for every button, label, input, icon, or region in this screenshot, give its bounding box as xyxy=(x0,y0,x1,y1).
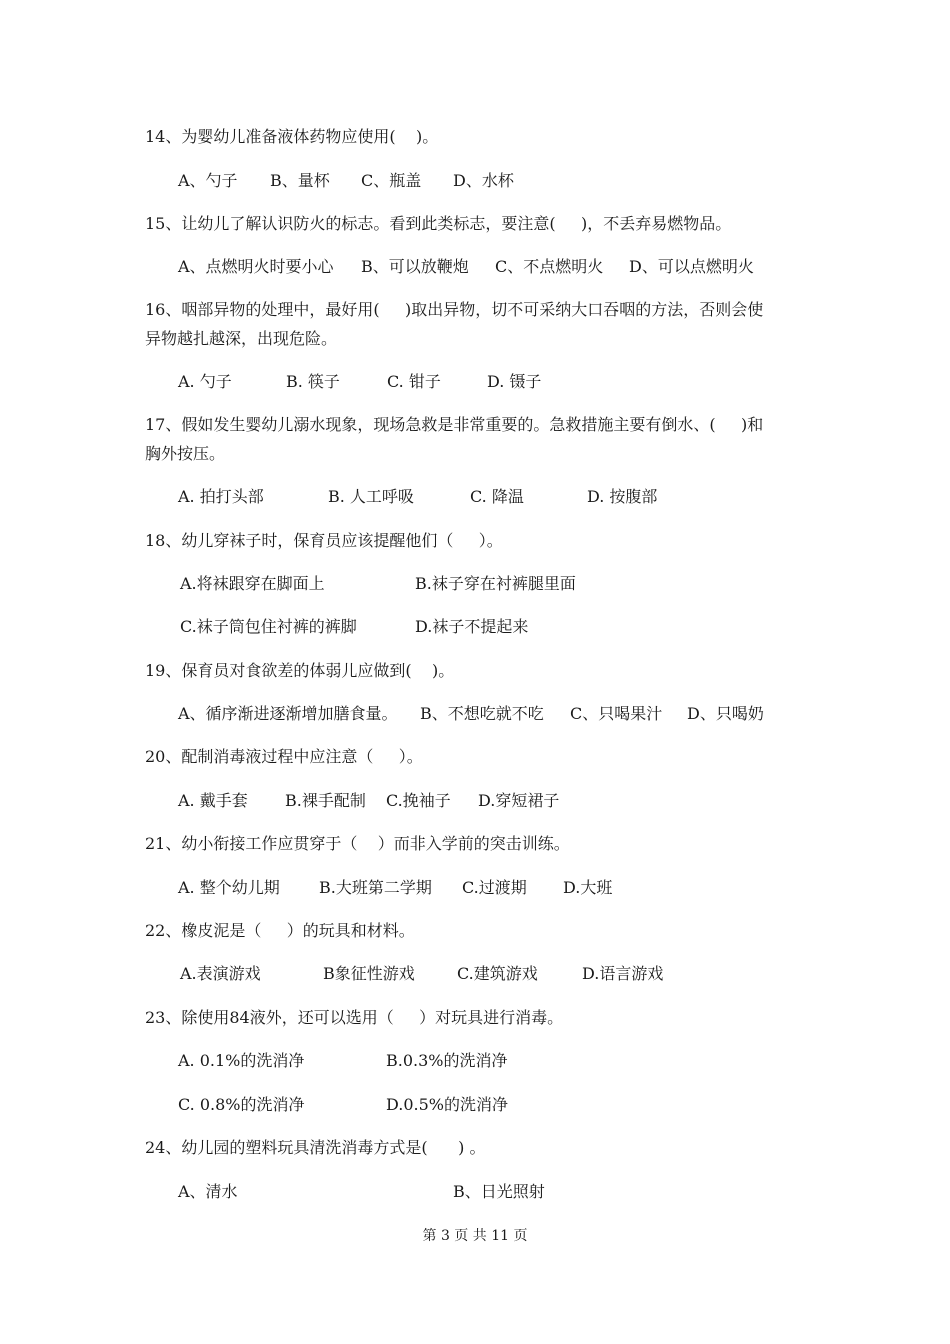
question-19-stem: 19、保育员对食欲差的体弱儿应做到( )。 xyxy=(145,661,455,680)
q16-option-a: A. 勺子 xyxy=(178,372,232,391)
q18-option-d: D.袜子不提起来 xyxy=(415,617,529,636)
q18-option-b: B.袜子穿在衬裤腿里面 xyxy=(415,574,576,593)
q20-option-c: C.挽袖子 xyxy=(386,791,451,810)
q14-option-c: C、瓶盖 xyxy=(361,171,422,190)
q17-option-c: C. 降温 xyxy=(470,487,524,506)
q21-option-a: A. 整个幼儿期 xyxy=(178,878,280,897)
question-16-stem-line1: 16、咽部异物的处理中，最好用( )取出异物，切不可采纳大口吞咽的方法，否则会使 xyxy=(145,300,764,319)
q21-option-c: C.过渡期 xyxy=(462,878,527,897)
q19-option-a: A、循序渐进逐渐增加膳食量。 xyxy=(178,704,398,723)
q14-option-b: B、量杯 xyxy=(270,171,330,190)
q19-option-c: C、只喝果汁 xyxy=(570,704,663,723)
page-number-footer: 第 3 页 共 11 页 xyxy=(422,1228,528,1244)
q23-option-d: D.0.5%的洗消净 xyxy=(386,1095,508,1114)
question-23-stem: 23、除使用84液外，还可以选用（ ）对玩具进行消毒。 xyxy=(145,1008,564,1027)
q21-option-b: B.大班第二学期 xyxy=(319,878,432,897)
question-17-stem-line2: 胸外按压。 xyxy=(145,444,226,463)
q22-option-d: D.语言游戏 xyxy=(582,964,664,983)
q22-option-a: A.表演游戏 xyxy=(180,964,261,983)
q16-option-d: D. 镊子 xyxy=(487,372,542,391)
q18-option-c: C.袜子筒包住衬裤的裤脚 xyxy=(180,617,357,636)
q22-option-b: B象征性游戏 xyxy=(323,964,415,983)
question-15-stem: 15、让幼儿了解认识防火的标志。看到此类标志，要注意( )，不丢弃易燃物品。 xyxy=(145,214,732,233)
q20-option-d: D.穿短裙子 xyxy=(478,791,560,810)
question-14-stem: 14、为婴幼儿准备液体药物应使用( )。 xyxy=(145,127,439,146)
q19-option-b: B、不想吃就不吃 xyxy=(420,704,544,723)
q22-option-c: C.建筑游戏 xyxy=(457,964,538,983)
question-22-stem: 22、橡皮泥是（ ）的玩具和材料。 xyxy=(145,921,415,940)
q16-option-c: C. 钳子 xyxy=(387,372,441,391)
q23-option-a: A. 0.1%的洗消净 xyxy=(178,1051,305,1070)
q15-option-d: D、可以点燃明火 xyxy=(629,257,754,276)
q23-option-c: C. 0.8%的洗消净 xyxy=(178,1095,305,1114)
q15-option-c: C、不点燃明火 xyxy=(495,257,604,276)
q20-option-a: A. 戴手套 xyxy=(178,791,248,810)
q24-option-b: B、日光照射 xyxy=(453,1182,545,1201)
q17-option-d: D. 按腹部 xyxy=(587,487,658,506)
q19-option-d: D、只喝奶 xyxy=(687,704,764,723)
q20-option-b: B.裸手配制 xyxy=(285,791,366,810)
question-18-stem: 18、幼儿穿袜子时，保育员应该提醒他们（ ）。 xyxy=(145,531,503,550)
q23-option-b: B.0.3%的洗消净 xyxy=(386,1051,508,1070)
q17-option-a: A. 拍打头部 xyxy=(178,487,264,506)
q14-option-a: A、勺子 xyxy=(178,171,238,190)
question-21-stem: 21、幼小衔接工作应贯穿于（ ）而非入学前的突击训练。 xyxy=(145,834,570,853)
question-16-stem-line2: 异物越扎越深，出现危险。 xyxy=(145,329,338,348)
q24-option-a: A、清水 xyxy=(178,1182,238,1201)
q15-option-b: B、可以放鞭炮 xyxy=(361,257,469,276)
q14-option-d: D、水杯 xyxy=(453,171,514,190)
q16-option-b: B. 筷子 xyxy=(286,372,340,391)
q21-option-d: D.大班 xyxy=(563,878,613,897)
q18-option-a: A.将袜跟穿在脚面上 xyxy=(180,574,325,593)
q15-option-a: A、点燃明火时要小心 xyxy=(178,257,334,276)
question-24-stem: 24、幼儿园的塑料玩具清洗消毒方式是( ) 。 xyxy=(145,1138,486,1157)
question-20-stem: 20、配制消毒液过程中应注意（ ）。 xyxy=(145,747,423,766)
question-17-stem-line1: 17、假如发生婴幼儿溺水现象，现场急救是非常重要的。急救措施主要有倒水、( )和 xyxy=(145,415,764,434)
q17-option-b: B. 人工呼吸 xyxy=(328,487,414,506)
